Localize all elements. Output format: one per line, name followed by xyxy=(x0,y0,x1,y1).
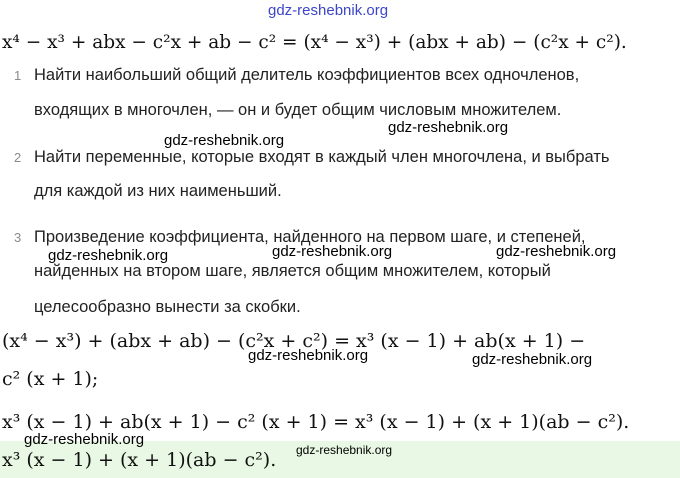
watermark: gdz-reshebnik.org xyxy=(48,247,169,264)
step-text-line: Найти переменные, которые входят в каждый член многочлена, и выбрать xyxy=(34,148,610,166)
step-text-line: для каждой из них наименьший. xyxy=(34,182,282,200)
watermark: gdz-reshebnik.org xyxy=(496,243,617,260)
watermark: gdz-reshebnik.org xyxy=(388,119,509,136)
watermark: gdz-reshebnik.org xyxy=(296,443,393,457)
equation-line-1: x⁴ − x³ + abx − c²x + ab − c² = (x⁴ − x³) + (abx + ab) − (c²x + c²). xyxy=(2,32,627,53)
step-text-line: целесообразно вынести за скобки. xyxy=(34,298,301,316)
watermark: gdz-reshebnik.org xyxy=(248,347,369,364)
equation-line-2: (x⁴ − x³) + (abx + ab) − (c²x + c²) = x³ (x − 1) + ab(x + 1) − xyxy=(2,330,586,352)
step-text-line: Найти наибольший общий делитель коэффициентов всех одночленов, xyxy=(34,66,580,84)
watermark: gdz-reshebnik.org xyxy=(272,243,393,260)
step-text-line: найденных на втором шаге, является общим множителем, который xyxy=(34,262,551,280)
step-number: 2 xyxy=(14,150,22,165)
watermark: gdz-reshebnik.org xyxy=(472,351,593,368)
watermark: gdz-reshebnik.org xyxy=(164,132,285,149)
equation-line-3: c² (x + 1); xyxy=(2,368,99,390)
step-number: 3 xyxy=(14,230,22,245)
step-number: 1 xyxy=(14,68,22,83)
step-text-line: входящих в многочлен, — он и будет общим числовым множителем. xyxy=(34,101,562,119)
step-text-line: Произведение коэффициента, найденного на первом шаге, и степеней, xyxy=(34,228,586,246)
answer-line: x³ (x − 1) + (x + 1)(ab − c²). xyxy=(2,449,277,471)
watermark: gdz-reshebnik.org xyxy=(268,2,389,19)
equation-line-4: x³ (x − 1) + ab(x + 1) − c² (x + 1) = x³ (x − 1) + (x + 1)(ab − c²). xyxy=(2,411,630,433)
watermark: gdz-reshebnik.org xyxy=(24,431,145,448)
